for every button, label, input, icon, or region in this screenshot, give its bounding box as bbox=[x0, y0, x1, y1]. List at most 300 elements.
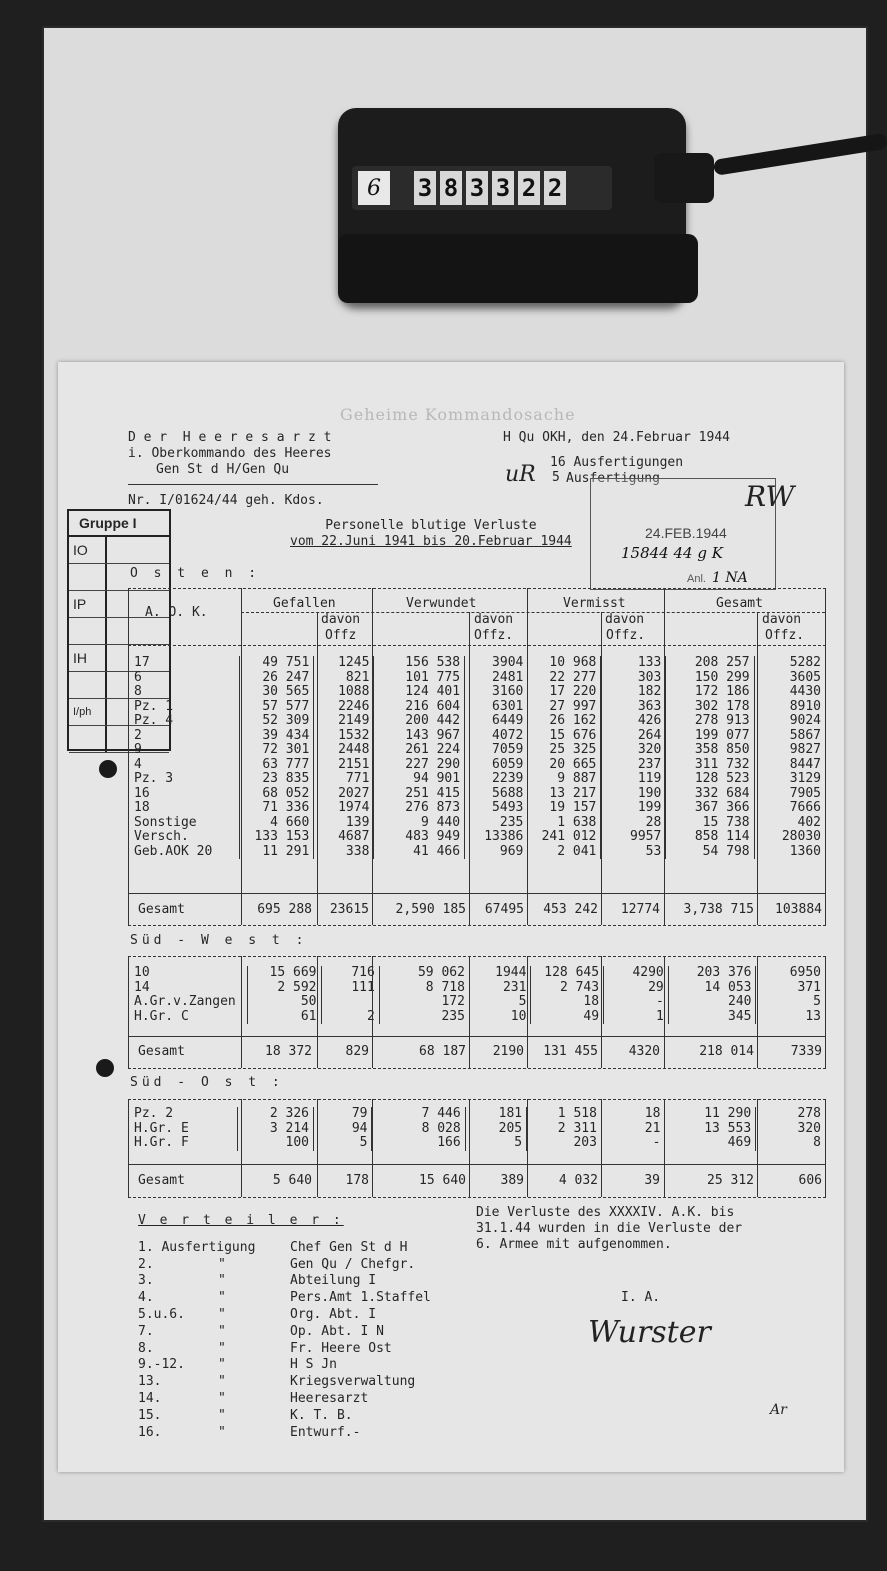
ditto-mark: " bbox=[218, 1273, 226, 1289]
cell-value: 111 bbox=[321, 981, 379, 996]
col-offz: Offz. bbox=[765, 628, 805, 643]
row-label: Sonstige bbox=[134, 814, 197, 830]
total-value: 3,738 715 bbox=[683, 902, 754, 917]
row-label: 17 bbox=[134, 655, 150, 670]
cell-value: 28030 bbox=[754, 830, 825, 845]
stamp-date: 24.FEB.1944 bbox=[645, 525, 727, 541]
column-divider bbox=[601, 893, 602, 925]
col-davon: davon bbox=[762, 612, 802, 627]
cell-value: 11 290 bbox=[665, 1107, 756, 1122]
column-divider bbox=[469, 893, 470, 925]
section-sued-west: Süd - W e s t : bbox=[130, 933, 308, 948]
gruppe-key bbox=[69, 564, 107, 590]
cell-value: 22 277 bbox=[528, 671, 601, 686]
cell-value: 278 bbox=[756, 1107, 825, 1122]
cell-value: 821 bbox=[314, 671, 374, 686]
column-divider bbox=[469, 956, 470, 1036]
cell-value: 311 732 bbox=[666, 758, 754, 773]
cell-value: - bbox=[601, 1136, 664, 1151]
column-divider bbox=[757, 645, 758, 893]
counter-digit: 3 bbox=[492, 171, 514, 205]
table-row bbox=[130, 656, 825, 671]
row-label: 9 bbox=[134, 742, 142, 757]
cell-value: 49 751 bbox=[240, 656, 314, 671]
cell-value: 6059 bbox=[465, 758, 528, 773]
cell-value: 203 bbox=[527, 1136, 602, 1151]
column-divider bbox=[317, 1036, 318, 1068]
ditto-mark: " bbox=[218, 1424, 226, 1440]
column-divider bbox=[372, 956, 373, 1036]
row-label: 14 bbox=[134, 979, 150, 995]
column-divider bbox=[317, 893, 318, 925]
column-divider bbox=[469, 1164, 470, 1197]
recipient: Gen Qu / Chefgr. bbox=[290, 1256, 416, 1272]
cell-value: 302 178 bbox=[666, 700, 754, 715]
cell-value: 71 336 bbox=[240, 801, 314, 816]
cell-value: 264 bbox=[601, 729, 666, 744]
cell-value: 1974 bbox=[314, 801, 374, 816]
cell-value: 3904 bbox=[465, 656, 528, 671]
column-divider bbox=[601, 1164, 602, 1197]
row-label: H.Gr. C bbox=[134, 1008, 189, 1024]
cell-value: 54 798 bbox=[666, 845, 754, 860]
cell-value: 3129 bbox=[754, 772, 825, 787]
column-divider bbox=[757, 893, 758, 925]
cell-value: 208 257 bbox=[666, 656, 754, 671]
cell-value: 8447 bbox=[754, 758, 825, 773]
row-label: 16 bbox=[134, 785, 150, 801]
col-davon: davon bbox=[321, 612, 361, 627]
cell-value: 771 bbox=[314, 772, 374, 787]
cell-value: 133 153 bbox=[240, 830, 314, 845]
recipient: Heeresarzt bbox=[290, 1390, 369, 1406]
column-divider bbox=[527, 1099, 528, 1164]
cell-value: 469 bbox=[665, 1136, 756, 1151]
column-divider bbox=[469, 1099, 470, 1164]
total-value: 695 288 bbox=[257, 902, 312, 917]
distribution-row bbox=[138, 1374, 416, 1391]
recipient: Kriegsverwaltung bbox=[290, 1374, 416, 1390]
handwritten-paraph: Ar bbox=[770, 1402, 787, 1418]
section-sued-ost: Süd - O s t : bbox=[130, 1075, 284, 1090]
cell-value: 2151 bbox=[314, 758, 374, 773]
cell-value: 172 bbox=[379, 995, 469, 1010]
copy-number: 2. bbox=[138, 1256, 154, 1272]
stamp-anl bbox=[687, 570, 748, 586]
total-value: 4320 bbox=[628, 1044, 660, 1059]
reference-number: Nr. I/01624/44 geh. Kdos. bbox=[128, 493, 324, 508]
cell-value: 5 bbox=[465, 1136, 526, 1151]
total-value: 218 014 bbox=[699, 1044, 754, 1059]
cell-value: 227 290 bbox=[374, 758, 465, 773]
col-verwundet: Verwundet bbox=[406, 596, 477, 611]
gruppe-key: I/ph bbox=[69, 699, 107, 725]
total-value: 67495 bbox=[484, 902, 524, 917]
recipient: H S Jn bbox=[290, 1357, 337, 1373]
gruppe-key bbox=[69, 672, 107, 698]
cell-value: 1 518 bbox=[527, 1107, 602, 1122]
distribution-row bbox=[138, 1256, 416, 1274]
cell-value: 59 062 bbox=[379, 966, 469, 981]
cell-value: 2448 bbox=[314, 743, 374, 758]
column-divider bbox=[757, 1036, 758, 1068]
cell-value: 2 bbox=[321, 1010, 379, 1025]
cell-value: 3160 bbox=[465, 685, 528, 700]
cell-value: 320 bbox=[601, 743, 666, 758]
cell-value: 371 bbox=[756, 981, 825, 996]
cell-value: 23 835 bbox=[240, 772, 314, 787]
cell-value: 3 214 bbox=[238, 1122, 314, 1137]
cell-value: 14 053 bbox=[668, 981, 756, 996]
cell-value: 2239 bbox=[465, 772, 528, 787]
column-divider bbox=[372, 1099, 373, 1164]
cell-value: 5867 bbox=[754, 729, 825, 744]
title-line: Personelle blutige Verluste bbox=[325, 518, 537, 533]
counter-base bbox=[338, 234, 698, 303]
cell-value: 41 466 bbox=[374, 845, 465, 860]
cell-value: 4 660 bbox=[240, 816, 314, 831]
total-value: 25 312 bbox=[707, 1173, 754, 1188]
counter-window bbox=[352, 166, 612, 210]
col-gefallen: Gefallen bbox=[273, 596, 336, 611]
row-label: Pz. 4 bbox=[134, 713, 174, 728]
sender-block bbox=[128, 430, 332, 478]
cell-value: 10 968 bbox=[528, 656, 601, 671]
cell-value: 57 577 bbox=[240, 700, 314, 715]
cell-value: 7059 bbox=[465, 743, 528, 758]
osten-table bbox=[130, 656, 825, 859]
column-divider bbox=[664, 893, 665, 925]
cell-value: 9024 bbox=[754, 714, 825, 729]
distribution-row bbox=[138, 1323, 384, 1341]
total-label: Gesamt bbox=[138, 902, 185, 917]
cell-value: 15 738 bbox=[666, 816, 754, 831]
note-line: 6. Armee mit aufgenommen. bbox=[476, 1237, 672, 1252]
table-row bbox=[130, 758, 825, 773]
cell-value: 133 bbox=[601, 656, 666, 671]
table-row bbox=[130, 830, 825, 845]
column-divider bbox=[664, 956, 665, 1036]
cell-value: 26 162 bbox=[528, 714, 601, 729]
note-line: Die Verluste des XXXXIV. A.K. bis bbox=[476, 1205, 735, 1220]
column-divider bbox=[664, 645, 665, 893]
distribution-row bbox=[138, 1407, 353, 1425]
cell-value: 320 bbox=[756, 1122, 825, 1137]
cell-value: 10 bbox=[469, 1010, 531, 1025]
cell-value: 53 bbox=[601, 845, 666, 860]
column-divider bbox=[664, 1099, 665, 1164]
cell-value: 2 326 bbox=[238, 1107, 314, 1122]
column-divider bbox=[601, 645, 602, 893]
row-label: Geb.AOK 20 bbox=[134, 843, 213, 859]
column-divider bbox=[469, 1036, 470, 1068]
copy-number: 7. bbox=[138, 1323, 154, 1339]
distribution-row bbox=[138, 1290, 431, 1307]
total-value: 15 640 bbox=[419, 1173, 466, 1188]
ditto-mark: " bbox=[218, 1323, 226, 1339]
recipient: K. T. B. bbox=[290, 1407, 353, 1423]
cell-value: 9827 bbox=[754, 743, 825, 758]
cell-value: 235 bbox=[379, 1010, 469, 1025]
copy-number: 4. bbox=[138, 1290, 154, 1306]
copy-number: 5.u.6. bbox=[138, 1306, 185, 1322]
counter-digit: 3 bbox=[466, 171, 488, 205]
cell-value: 21 bbox=[601, 1122, 664, 1137]
counter-digit: 2 bbox=[518, 171, 540, 205]
column-divider bbox=[527, 956, 528, 1036]
recipient: Fr. Heere Ost bbox=[290, 1340, 392, 1356]
counter-digit: 2 bbox=[544, 171, 566, 205]
ditto-mark: " bbox=[218, 1340, 226, 1356]
col-offz: Offz. bbox=[474, 628, 514, 643]
cell-value: 13 217 bbox=[528, 787, 601, 802]
counter-collar bbox=[654, 153, 714, 203]
distribution-row bbox=[138, 1306, 377, 1324]
cell-value: 8 bbox=[756, 1136, 825, 1151]
cell-value: 63 777 bbox=[240, 758, 314, 773]
cell-value: 20 665 bbox=[528, 758, 601, 773]
cell-value: 181 bbox=[465, 1107, 526, 1122]
total-value: 103884 bbox=[775, 902, 822, 917]
row-label: 18 bbox=[134, 800, 150, 815]
column-divider bbox=[241, 1099, 242, 1164]
gruppe-title: Gruppe I bbox=[69, 511, 169, 537]
column-divider bbox=[241, 1036, 242, 1068]
handwritten-signature: Wurster bbox=[588, 1315, 711, 1350]
table-row bbox=[130, 1010, 825, 1025]
cell-value: 30 565 bbox=[240, 685, 314, 700]
total-value: 131 455 bbox=[543, 1044, 598, 1059]
cell-value: 6950 bbox=[756, 966, 825, 981]
total-value: 178 bbox=[345, 1173, 369, 1188]
cell-value: 94 901 bbox=[374, 772, 465, 787]
col-davon: davon bbox=[605, 612, 645, 627]
total-value: 829 bbox=[345, 1044, 369, 1059]
cell-value: 345 bbox=[668, 1010, 756, 1025]
cell-value: 8 028 bbox=[372, 1122, 465, 1137]
counter-digits bbox=[414, 171, 570, 205]
ia-label: I. A. bbox=[621, 1290, 661, 1305]
copy-number: 1. Ausfertigung bbox=[138, 1239, 256, 1255]
column-divider bbox=[757, 1099, 758, 1164]
cell-value: 9 440 bbox=[374, 816, 465, 831]
distribution-list bbox=[138, 1213, 431, 1441]
ditto-mark: " bbox=[218, 1374, 226, 1390]
counter-digit: 8 bbox=[440, 171, 462, 205]
column-divider bbox=[527, 1036, 528, 1068]
cell-value: 150 299 bbox=[666, 671, 754, 686]
table-row bbox=[130, 714, 825, 729]
cell-value: 8 718 bbox=[379, 981, 469, 996]
cell-value: 61 bbox=[248, 1010, 321, 1025]
cell-value: 716 bbox=[321, 966, 379, 981]
cell-value: 28 bbox=[601, 816, 666, 831]
cell-value: 1532 bbox=[314, 729, 374, 744]
row-label: 4 bbox=[134, 756, 142, 772]
cell-value: 2 743 bbox=[531, 981, 604, 996]
cell-value: 50 bbox=[248, 995, 321, 1010]
cell-value: 2027 bbox=[314, 787, 374, 802]
cell-value: 29 bbox=[604, 981, 669, 996]
faded-heading: Geheime Kommandosache bbox=[340, 405, 576, 424]
cell-value: 39 434 bbox=[240, 729, 314, 744]
recipient: Chef Gen St d H bbox=[290, 1239, 408, 1255]
table-row bbox=[130, 966, 825, 981]
total-value: 5 640 bbox=[272, 1173, 312, 1188]
distribution-row bbox=[138, 1357, 344, 1374]
column-divider bbox=[469, 645, 470, 893]
cell-value: 11 291 bbox=[240, 845, 314, 860]
column-divider bbox=[241, 956, 242, 1036]
cell-value: 278 913 bbox=[666, 714, 754, 729]
cell-value: 15 669 bbox=[248, 966, 321, 981]
cell-value: 119 bbox=[601, 772, 666, 787]
title-line: vom 22.Juni 1941 bis 20.Februar 1944 bbox=[290, 534, 572, 549]
cell-value: 858 114 bbox=[666, 830, 754, 845]
ditto-mark: " bbox=[218, 1357, 226, 1373]
cell-value: 2149 bbox=[314, 714, 374, 729]
cell-value: 139 bbox=[314, 816, 374, 831]
table-row bbox=[130, 1122, 825, 1137]
distribution-row bbox=[138, 1390, 369, 1408]
row-label: 8 bbox=[134, 684, 142, 699]
cell-value: 156 538 bbox=[374, 656, 465, 671]
column-divider bbox=[317, 956, 318, 1036]
row-label: H.Gr. F bbox=[134, 1135, 189, 1150]
cell-value: 5493 bbox=[465, 801, 528, 816]
recipient: Pers.Amt 1.Staffel bbox=[290, 1290, 431, 1306]
distribution-row bbox=[138, 1273, 377, 1290]
gruppe-row bbox=[69, 618, 169, 645]
row-label: Pz. 3 bbox=[134, 771, 174, 786]
table-row bbox=[130, 772, 825, 787]
document-title bbox=[290, 518, 572, 550]
cell-value: 303 bbox=[601, 671, 666, 686]
total-value: 23615 bbox=[329, 902, 369, 917]
gruppe-key: IH bbox=[69, 645, 107, 671]
total-label: Gesamt bbox=[138, 1173, 185, 1188]
counter-label: 6 bbox=[358, 171, 390, 205]
cell-value: 124 401 bbox=[374, 685, 465, 700]
note-line: 31.1.44 wurden in die Verluste der bbox=[476, 1221, 743, 1236]
row-label: Pz. 1 bbox=[134, 698, 174, 714]
cell-value: 251 415 bbox=[374, 787, 465, 802]
distribution-row bbox=[138, 1424, 361, 1442]
ditto-mark: " bbox=[218, 1306, 226, 1322]
table-row bbox=[130, 787, 825, 802]
column-divider bbox=[317, 1099, 318, 1164]
copy-number: 16. bbox=[138, 1424, 162, 1440]
column-divider bbox=[527, 893, 528, 925]
cell-value: 27 997 bbox=[528, 700, 601, 715]
cell-value: 7 446 bbox=[372, 1107, 465, 1122]
cell-value: 1360 bbox=[754, 845, 825, 860]
cell-value: 276 873 bbox=[374, 801, 465, 816]
archive-counter bbox=[338, 108, 686, 303]
column-divider bbox=[601, 956, 602, 1036]
cell-value: 4290 bbox=[604, 966, 669, 981]
stamp-anl-value: 1 NA bbox=[711, 570, 748, 586]
cell-value: 4430 bbox=[754, 685, 825, 700]
cell-value: 5282 bbox=[754, 656, 825, 671]
column-divider bbox=[757, 1164, 758, 1197]
total-value: 68 187 bbox=[419, 1044, 466, 1059]
cell-value: 402 bbox=[754, 816, 825, 831]
copy-number: 3. bbox=[138, 1273, 154, 1289]
total-value: 18 372 bbox=[265, 1044, 312, 1059]
cell-value: 1245 bbox=[314, 656, 374, 671]
cell-value: 13 bbox=[756, 1010, 825, 1025]
cell-value: 2 592 bbox=[248, 981, 321, 996]
cell-value: 363 bbox=[601, 700, 666, 715]
copy-number: 8. bbox=[138, 1340, 154, 1356]
cell-value: 100 bbox=[238, 1136, 314, 1151]
cell-value: 216 604 bbox=[374, 700, 465, 715]
table-row bbox=[130, 1136, 825, 1151]
cell-value: 3605 bbox=[754, 671, 825, 686]
cell-value: 13 553 bbox=[665, 1122, 756, 1137]
cell-value: 205 bbox=[465, 1122, 526, 1137]
column-divider bbox=[317, 1164, 318, 1197]
cell-value: 101 775 bbox=[374, 671, 465, 686]
cell-value: 2 311 bbox=[527, 1122, 602, 1137]
cell-value: 15 676 bbox=[528, 729, 601, 744]
cell-value: 166 bbox=[372, 1136, 465, 1151]
stamp-number: 15844 44 g K bbox=[621, 544, 723, 562]
cell-value: 49 bbox=[531, 1010, 604, 1025]
cell-value: 1 bbox=[604, 1010, 669, 1025]
table-row bbox=[130, 801, 825, 816]
stamp-anl-label: Anl. bbox=[687, 573, 706, 585]
cell-value: 25 325 bbox=[528, 743, 601, 758]
column-divider bbox=[372, 645, 373, 893]
col-gesamt: Gesamt bbox=[716, 596, 763, 611]
sender-line: i. Oberkommando des Heeres bbox=[128, 446, 332, 461]
cell-value: 9957 bbox=[601, 830, 666, 845]
cell-value: 231 bbox=[469, 981, 531, 996]
punch-hole bbox=[99, 760, 117, 778]
column-divider bbox=[372, 1164, 373, 1197]
row-label: H.Gr. E bbox=[134, 1120, 189, 1136]
cell-value: 7666 bbox=[754, 801, 825, 816]
cell-value: 241 012 bbox=[528, 830, 601, 845]
recipient: Org. Abt. I bbox=[290, 1306, 377, 1322]
table-row bbox=[130, 685, 825, 700]
copy-number: 14. bbox=[138, 1390, 162, 1406]
recipient: Abteilung I bbox=[290, 1273, 377, 1289]
total-value: 606 bbox=[798, 1173, 822, 1188]
copies-count: 16 Ausfertigungen bbox=[550, 455, 684, 470]
row-label: 10 bbox=[134, 965, 150, 980]
column-divider bbox=[241, 893, 242, 925]
cell-value: 13386 bbox=[465, 830, 528, 845]
total-value: 2,590 185 bbox=[395, 902, 466, 917]
cell-value: - bbox=[604, 995, 669, 1010]
cell-value: 7905 bbox=[754, 787, 825, 802]
table-row bbox=[130, 729, 825, 744]
cell-value: 426 bbox=[601, 714, 666, 729]
sued-ost-table bbox=[130, 1107, 825, 1151]
total-value: 12774 bbox=[620, 902, 660, 917]
cell-value: 203 376 bbox=[668, 966, 756, 981]
column-divider bbox=[372, 1036, 373, 1068]
cell-value: 5 bbox=[469, 995, 531, 1010]
cell-value: 18 bbox=[531, 995, 604, 1010]
distribution-title: V e r t e i l e r : bbox=[138, 1213, 344, 1228]
handwritten-mark: RW bbox=[745, 480, 795, 513]
cell-value: 2 041 bbox=[528, 845, 601, 860]
total-value: 39 bbox=[644, 1173, 660, 1188]
